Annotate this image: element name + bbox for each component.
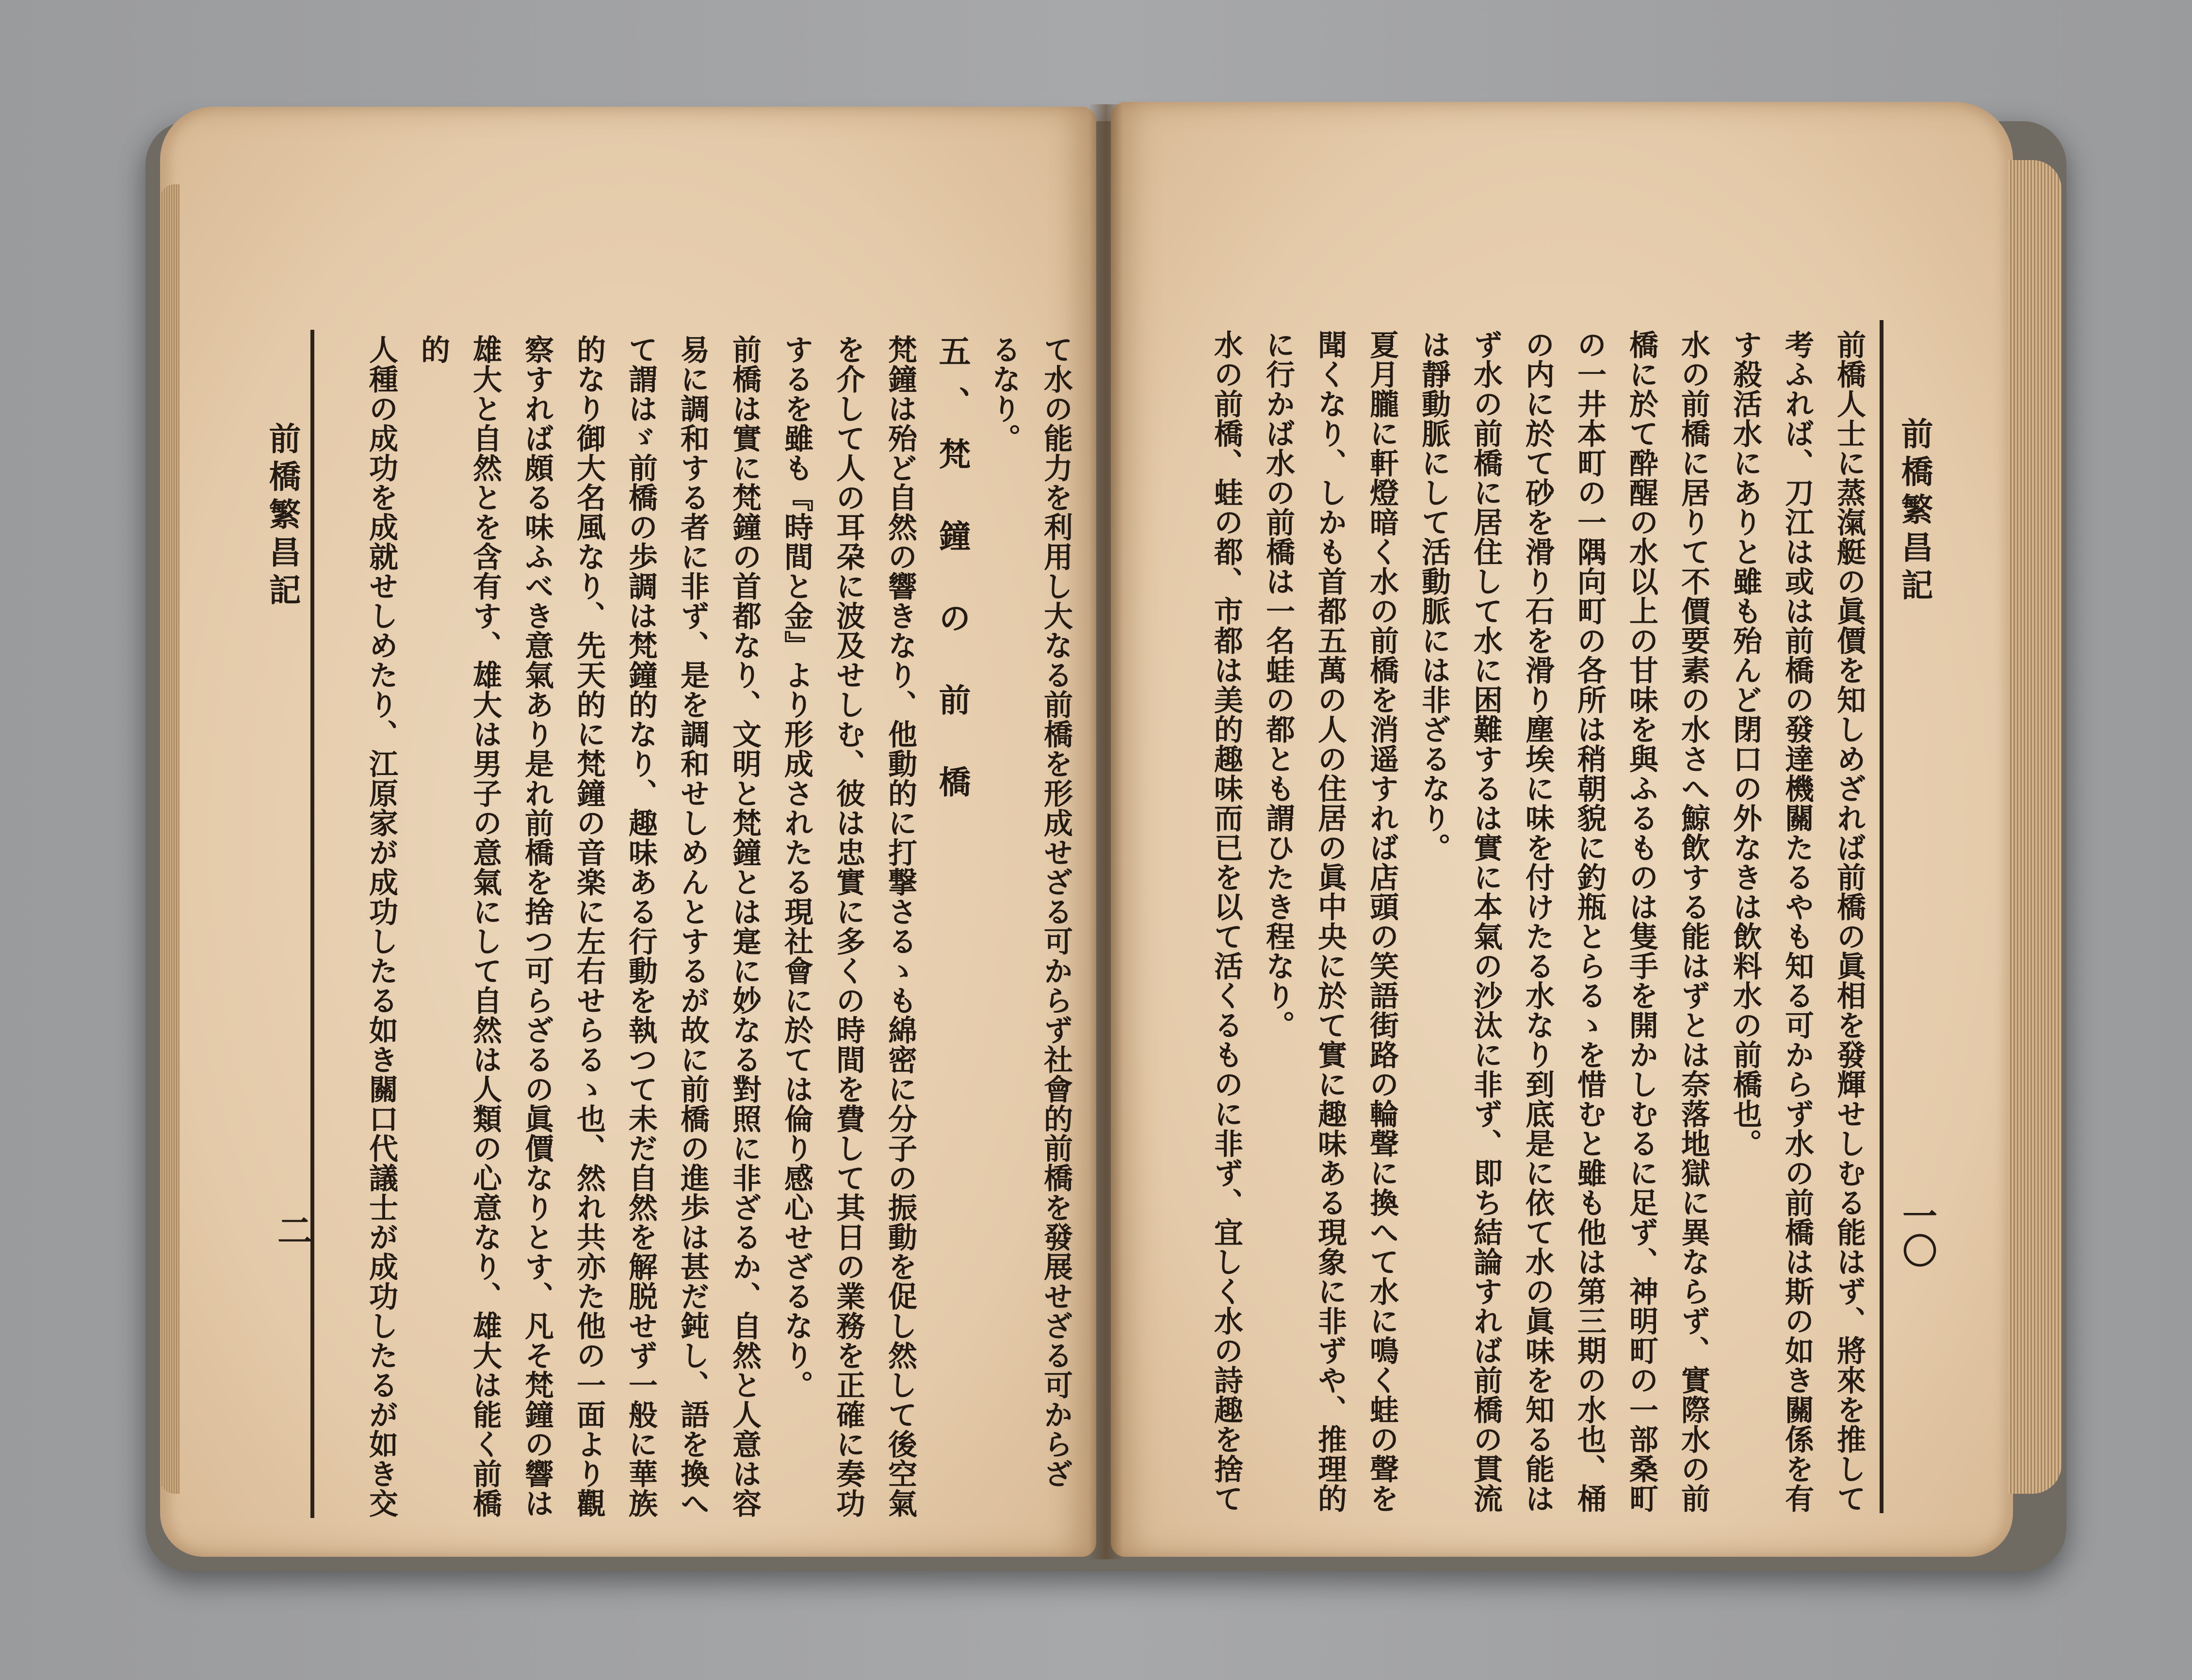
text-column: て謂はゞ前橋の歩調は梵鐘的なり、趣味ある行動を執つて未だ自然を解脱せず一般に華族 bbox=[624, 335, 658, 1518]
text-column: 察すれば頗る味ふべき意氣あり是れ前橋を捨つ可らざるの眞價なりとす、凡そ梵鐘の響は bbox=[520, 335, 554, 1518]
text-column: て水の能力を利用し大なる前橋を形成せざる可からず社會的前橋を發展せざる可からざ bbox=[1039, 335, 1073, 1488]
text-column: す殺活水にありと雖も殆んど閉口の外なきは飲料水の前橋也。 bbox=[1728, 330, 1762, 1158]
text-column: 橋に於て酔醒の水以上の甘味を與ふるものは隻手を開かしむるに足ず、神明町の一部桑町 bbox=[1624, 330, 1658, 1513]
left-page-number: 二 bbox=[272, 1212, 313, 1247]
right-page-text bbox=[1130, 330, 1875, 1513]
text-column: ず水の前橋に居住して水に困難するは實に本氣の沙汰に非ず、即ち結論すれば前橋の貫流 bbox=[1469, 330, 1503, 1513]
right-page-number: 一〇 bbox=[1897, 1198, 1938, 1268]
text-column: の一井本町の一隅向町の各所は稍朝貌に釣瓶とらるゝを惜むと雖も他は第三期の水也、桶 bbox=[1573, 330, 1607, 1513]
right-page-edge bbox=[2008, 160, 2062, 1494]
book-gutter bbox=[1089, 104, 1123, 1559]
left-header-rule bbox=[310, 330, 314, 1518]
text-column: 水の前橋、蛙の都、市都は美的趣味而已を以て活くるものに非ず、宜しく水の詩趣を捨て bbox=[1209, 330, 1243, 1513]
text-column: を介して人の耳朶に波及せしむ、彼は忠實に多くの時間を費して其日の業務を正確に奏功 bbox=[831, 335, 865, 1518]
section-heading: 五、梵 鐘 の 前 橋 bbox=[933, 335, 971, 817]
right-running-title: 前橋繁昌記 bbox=[1896, 417, 1933, 606]
left-page-text bbox=[325, 335, 1082, 1518]
text-column: 聞くなり、しかも首都五萬の人の住居の眞中央に於て實に趣味ある現象に非ずや、推理的 bbox=[1313, 330, 1347, 1513]
text-column: 易に調和する者に非ず、是を調和せしめんとするが故に前橋の進歩は甚だ鈍し、語を換へ bbox=[676, 335, 710, 1518]
text-column: するを雖も『時間と金』より形成されたる現社會に於ては倫り感心せざるなり。 bbox=[779, 335, 813, 1400]
text-column: 前橋人士に蒸滊艇の眞價を知しめざれば前橋の眞相を發輝せしむる能はず、將來を推して bbox=[1832, 330, 1866, 1513]
text-column: 的なり御大名風なり、先天的に梵鐘の音楽に左右せらるゝ也、然れ共亦た他の一面より觀 bbox=[572, 335, 606, 1518]
text-column: に行かば水の前橋は一名蛙の都とも謂ひたき程なり。 bbox=[1261, 330, 1295, 1040]
left-running-title: 前橋繁昌記 bbox=[263, 422, 301, 611]
text-column: 人種の成功を成就せしめたり、江原家が成功したる如き關口代議士が成功したるが如き交 bbox=[364, 335, 398, 1518]
text-column: 雄大と自然とを含有す、雄大は男子の意氣にして自然は人類の心意なり、雄大は能く前橋的 bbox=[416, 335, 502, 1518]
text-column: 夏月朧に軒燈暗く水の前橋を消遥すれば店頭の笑語街路の輪聲に換へて水に鳴く蛙の聲を bbox=[1365, 330, 1399, 1513]
left-page-edge bbox=[160, 184, 179, 1494]
text-column: は靜動脈にして活動脈には非ざるなり。 bbox=[1417, 330, 1451, 862]
text-column: 前橋は實に梵鐘の首都なり、文明と梵鐘とは寔に妙なる對照に非ざるか、自然と人意は容 bbox=[728, 335, 762, 1518]
text-column: 考ふれば、刀江は或は前橋の發達機關たるやも知る可からず水の前橋は斯の如き關係を有 bbox=[1780, 330, 1814, 1513]
right-header-rule bbox=[1880, 320, 1883, 1513]
text-column: の内に於て砂を滑り石を滑り塵埃に味を付けたる水なり到底是に依て水の眞味を知る能は bbox=[1521, 330, 1555, 1513]
text-column: 水の前橋に居りて不價要素の水さへ鯨飲する能はずとは奈落地獄に異ならず、實際水の前 bbox=[1676, 330, 1710, 1513]
text-column: るなり。 bbox=[987, 335, 1021, 453]
text-column: 梵鐘は殆ど自然の響きなり、他動的に打撃さるゝも綿密に分子の振動を促し然して後空氣 bbox=[883, 335, 917, 1518]
